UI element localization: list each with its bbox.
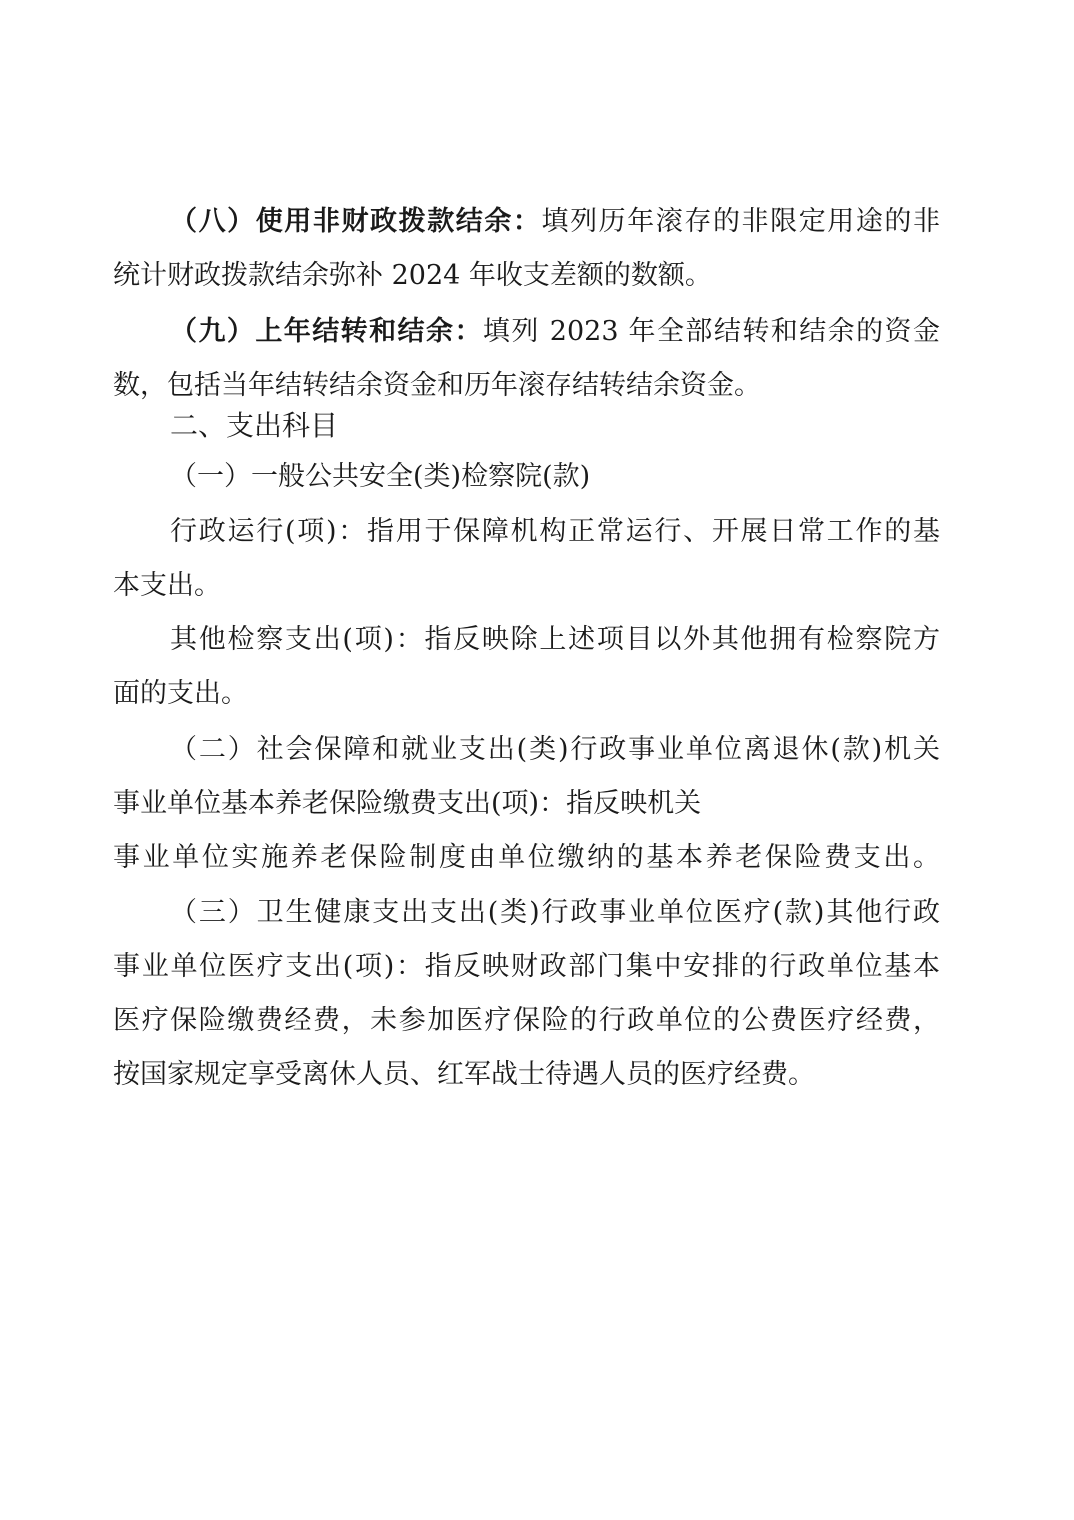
item9-line2: 数，包括当年结转结余资金和历年滚存结转结余资金。: [113, 370, 761, 401]
item8-text: 填列历年滚存的非限定用途的非: [541, 206, 940, 237]
sub1-admin-line1: 行政运行(项)：指用于保障机构正常运行、开展日常工作的基: [170, 516, 940, 547]
sub2-line2: 事业单位基本养老保险缴费支出(项)：指反映机关: [113, 788, 702, 819]
item8-line2: 统计财政拨款结余弥补 2024 年收支差额的数额。: [113, 260, 712, 291]
sub3-line2: 事业单位医疗支出(项)：指反映财政部门集中安排的行政单位基本: [113, 951, 940, 982]
sub1-title: （一）一般公共安全(类)检察院(款): [170, 461, 591, 492]
sub1-admin-line2: 本支出。: [113, 570, 221, 601]
sub2-line1: （二）社会保障和就业支出(类)行政事业单位离退休(款)机关: [170, 734, 940, 765]
sub3-line3: 医疗保险缴费经费，未参加医疗保险的行政单位的公费医疗经费，: [113, 1005, 940, 1036]
item9-text: 填列 2023 年全部结转和结余的资金: [482, 316, 940, 347]
sub1-other-line2: 面的支出。: [113, 678, 248, 709]
sub2-line3: 事业单位实施养老保险制度由单位缴纳的基本养老保险费支出。: [113, 842, 940, 873]
item9-line1: [170, 312, 940, 352]
section-heading: 二、支出科目: [170, 409, 339, 442]
item8-label: （八）使用非财政拨款结余：: [170, 206, 542, 237]
sub3-line1: （三）卫生健康支出支出(类)行政事业单位医疗(款)其他行政: [170, 897, 940, 928]
sub1-other-line1: 其他检察支出(项)：指反映除上述项目以外其他拥有检察院方: [170, 624, 940, 655]
item9-label: （九）上年结转和结余：: [170, 316, 483, 347]
item8-line1: [170, 202, 940, 242]
sub3-line4: 按国家规定享受离休人员、红军战士待遇人员的医疗经费。: [113, 1059, 815, 1090]
